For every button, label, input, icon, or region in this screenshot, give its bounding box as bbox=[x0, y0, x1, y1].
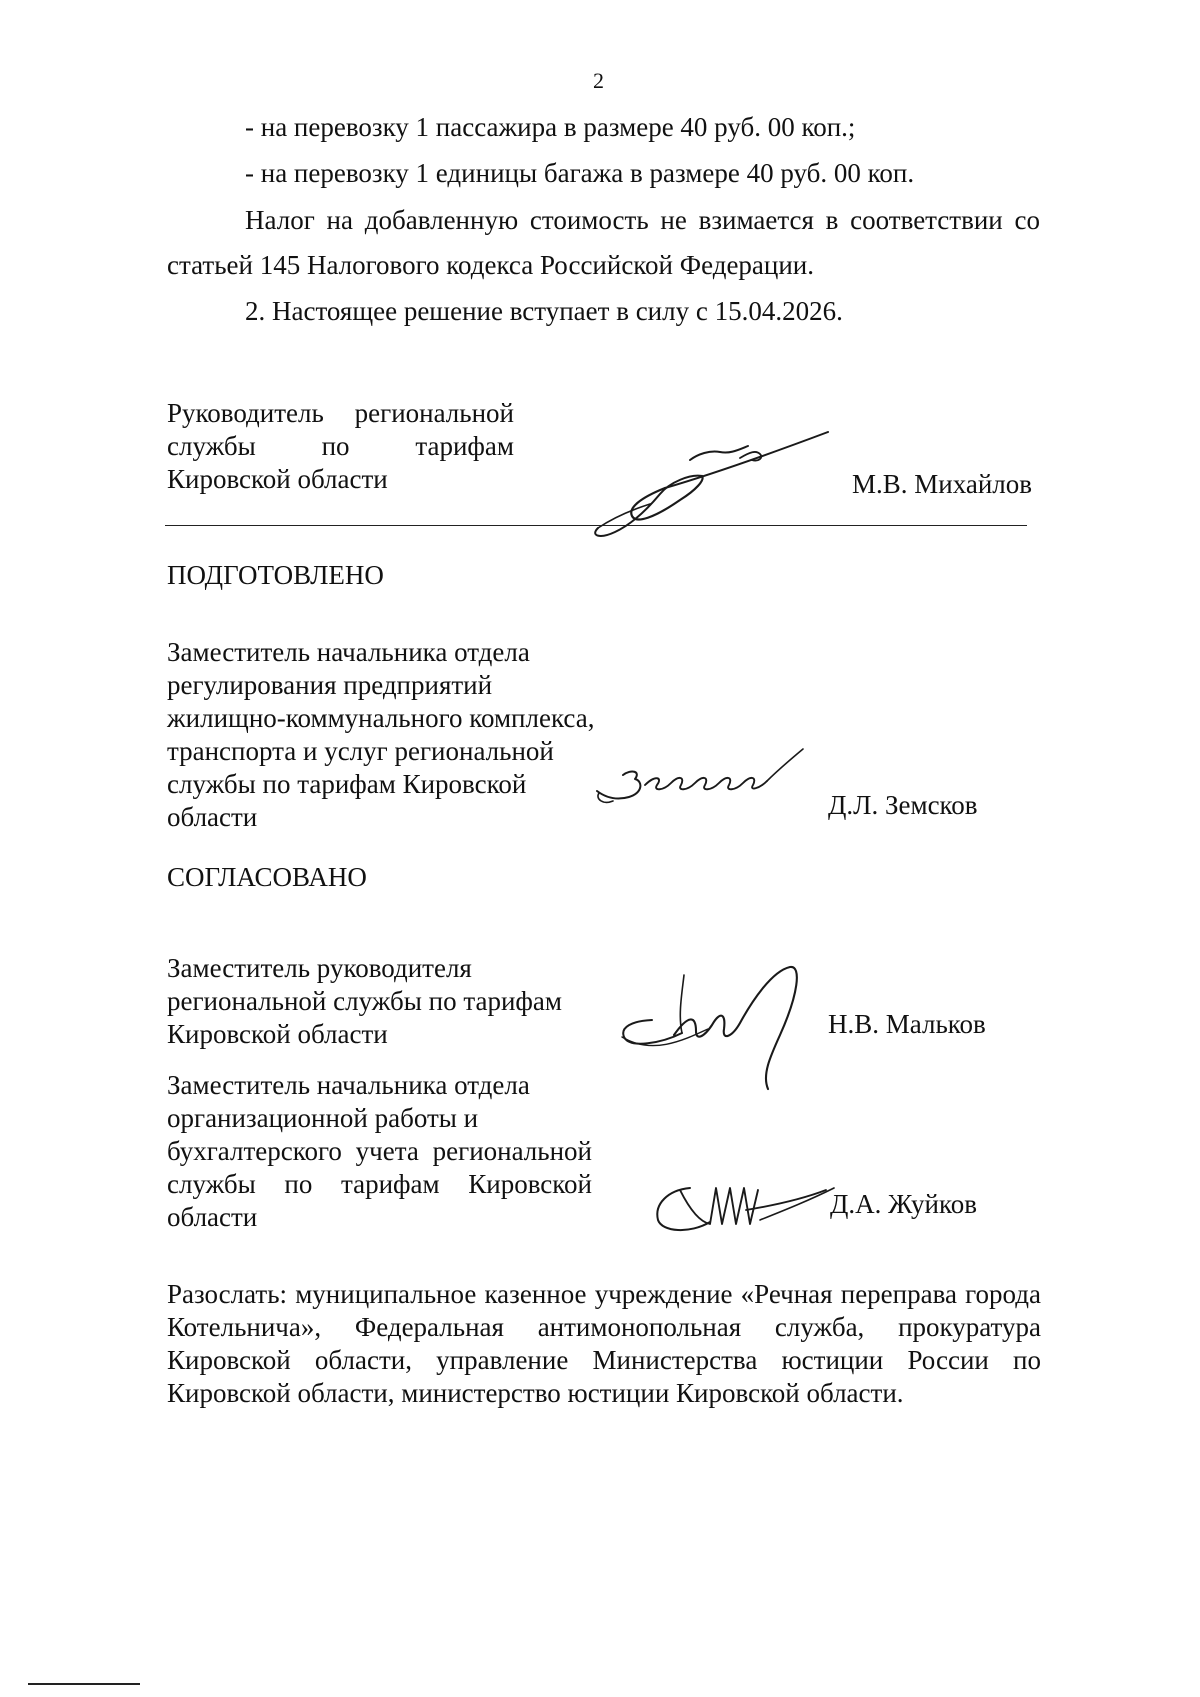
distribution-line: Котельнича», Федеральная антимонопольная служба, прокуратура bbox=[167, 1312, 1041, 1342]
signer2-position-line: службы по тарифам Кировской bbox=[167, 1169, 592, 1199]
prepared-name: Д.Л. Земсков bbox=[828, 790, 978, 820]
signer1-position-line: региональной службы по тарифам bbox=[167, 986, 562, 1016]
signature-malkov bbox=[612, 945, 812, 1095]
head-position-line: службы по тарифам bbox=[167, 431, 514, 461]
head-position-line: Руководитель региональной bbox=[167, 398, 514, 428]
prepared-position-line: транспорта и услуг региональной bbox=[167, 736, 554, 766]
agreed-signer1-position bbox=[167, 952, 562, 1051]
signer2-position-line: Заместитель начальника отдела bbox=[167, 1070, 530, 1100]
signer2-position-line: области bbox=[167, 1202, 258, 1232]
prepared-position-line: жилищно-коммунального комплекса, bbox=[167, 703, 595, 733]
tariff-item-passenger: - на перевозку 1 пассажира в размере 40 руб. 00 коп.; bbox=[245, 112, 856, 142]
footer-mark bbox=[28, 1683, 140, 1685]
prepared-position bbox=[167, 636, 594, 834]
prepared-position-line: службы по тарифам Кировской bbox=[167, 769, 527, 799]
signer1-name: Н.В. Мальков bbox=[828, 1009, 986, 1039]
signer2-name: Д.А. Жуйков bbox=[830, 1189, 977, 1219]
vat-line-1: Налог на добавленную стоимость не взимается в соответствии со bbox=[245, 205, 1040, 235]
distribution-line: Кировской области, управление Министерства юстиции России по bbox=[167, 1345, 1041, 1375]
effective-date: 2. Настоящее решение вступает в силу с 15.04.2026. bbox=[245, 296, 843, 326]
signature-zemskov bbox=[585, 735, 835, 825]
distribution-line: Разослать: муниципальное казенное учреждение «Речная переправа города bbox=[167, 1279, 1041, 1309]
prepared-position-line: области bbox=[167, 802, 258, 832]
tariff-item-baggage: - на перевозку 1 единицы багажа в размере 40 руб. 00 коп. bbox=[245, 158, 915, 188]
signer1-position-line: Заместитель руководителя bbox=[167, 953, 472, 983]
page-number: 2 bbox=[593, 68, 604, 93]
distribution-line: Кировской области, министерство юстиции Кировской области. bbox=[167, 1378, 904, 1408]
signature-mikhaylov bbox=[570, 420, 840, 550]
agreed-heading: СОГЛАСОВАНО bbox=[167, 862, 367, 892]
prepared-heading: ПОДГОТОВЛЕНО bbox=[167, 560, 384, 590]
prepared-position-line: Заместитель начальника отдела bbox=[167, 637, 530, 667]
signer2-position-line: бухгалтерского учета региональной bbox=[167, 1136, 592, 1166]
head-position-line: Кировской области bbox=[167, 464, 388, 494]
prepared-position-line: регулирования предприятий bbox=[167, 670, 493, 700]
vat-line-2: статьей 145 Налогового кодекса Российской Федерации. bbox=[167, 250, 815, 280]
head-position bbox=[167, 397, 514, 496]
signature-zhuykov bbox=[650, 1170, 840, 1245]
signer1-position-line: Кировской области bbox=[167, 1019, 388, 1049]
agreed-signer2-position bbox=[167, 1069, 592, 1234]
distribution-list bbox=[167, 1278, 1041, 1410]
signer2-position-line: организационной работы и bbox=[167, 1103, 479, 1133]
head-name: М.В. Михайлов bbox=[852, 469, 1033, 499]
